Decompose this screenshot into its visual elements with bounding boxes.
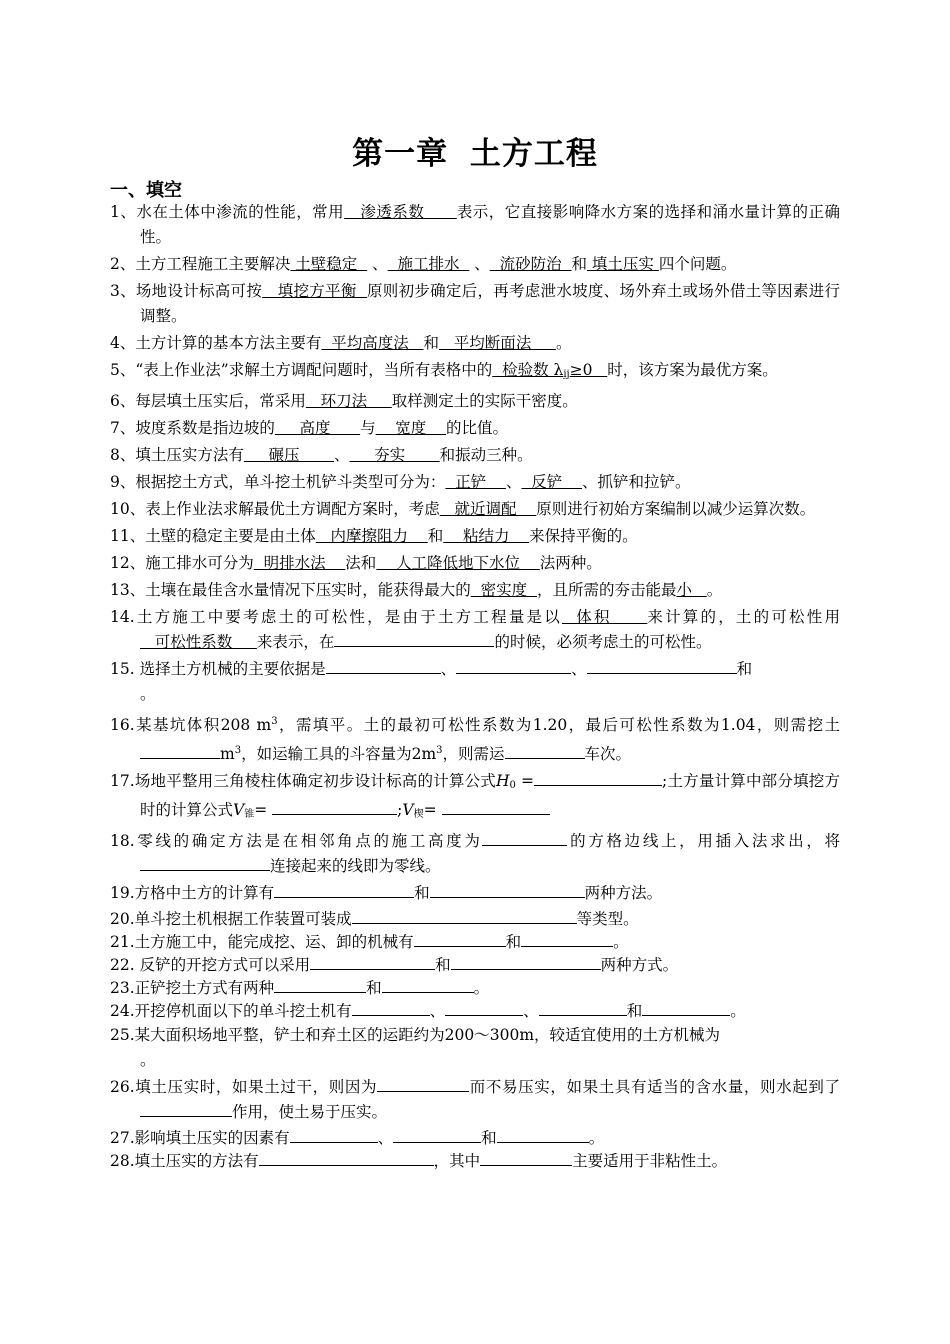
answer-blank[interactable] [352, 908, 577, 924]
answer-blank[interactable] [505, 743, 585, 759]
answer-blank[interactable] [497, 1127, 589, 1143]
answer-blank[interactable] [430, 882, 585, 898]
question-6: 6、每层填土压实后，常采用 环刀法 取样测定土的实际干密度。 [110, 392, 578, 410]
question-22: 22. 反铲的开挖方式可以采用 和 两种方式。 [110, 956, 679, 974]
question-18: 18.零线的确定方法是在相邻角点的施工高度为 的方格边线上，用插入法求出，将连接起来的线即为零线。 [110, 832, 840, 875]
question-7: 7、坡度系数是指边坡的 高度 与 宽度 的比值。 [110, 419, 509, 437]
answer-blank[interactable] [334, 631, 494, 647]
answer-blank[interactable] [259, 1150, 434, 1166]
question-25: 25.某大面积场地平整，铲土和弃土区的运距约为200～300m，较适宜使用的土方机械为 。 [110, 1026, 721, 1069]
answer-blank[interactable] [482, 830, 567, 846]
answer-blank[interactable] [521, 931, 613, 947]
question-5: 5、“表上作业法”求解土方调配问题时，当所有表格中的 检验数 $\lambda_{ij}\ge 0$ 时，该方案为最优方案。 [110, 361, 778, 380]
answer-blank[interactable] [377, 1076, 469, 1092]
question-list [110, 200, 840, 1173]
question-8: 8、填土压实方法有 碾压 、 夯实 和振动三种。 [110, 446, 533, 464]
question-20: 20.单斗挖土机根据工作装置可装成 等类型。 [110, 910, 639, 928]
answer-blank[interactable] [534, 770, 662, 786]
question-16: 16.某基坑体积208 $m^3$，需填平。土的最初可松性系数为1.20，最后可松性系数为1.04，则需挖土$m^3$，如运输工具的斗容量为$2m^3$，则需运 车次。 [110, 716, 840, 763]
answer-blank[interactable] [274, 882, 414, 898]
answer-blank[interactable] [539, 1000, 627, 1016]
question-13: 13、土壤在最佳含水量情况下压实时，能获得最大的 密实度 ，且所需的夯击能最小 。 [110, 581, 723, 599]
answer-blank[interactable] [442, 799, 550, 815]
answer-blank[interactable] [414, 931, 506, 947]
question-24: 24.开挖停机面以下的单斗挖土机有 、 、 和 。 [110, 1002, 746, 1020]
question-28: 28.填土压实的方法有 ，其中 主要适用于非粘性土。 [110, 1152, 728, 1170]
answer-blank[interactable] [140, 743, 220, 759]
answer-blank[interactable] [310, 954, 435, 970]
question-14: 14.土方施工中要考虑土的可松性，是由于土方工程量是以 体积 来计算的，土的可松性用 可松性系数 来表示，在 的时候，必须考虑土的可松性。 [110, 608, 840, 651]
answer-blank[interactable] [642, 1000, 730, 1016]
question-2: 2、土方工程施工主要解决 土壁稳定 、 施工排水 、 流砂防治 和 填土压实 四个问题。 [110, 255, 737, 273]
answer-blank[interactable] [456, 658, 571, 674]
answer-blank[interactable] [272, 799, 397, 815]
chapter-title: 第一章 土方工程 [352, 136, 598, 172]
question-9: 9、根据挖土方式，单斗挖土机铲斗类型可分为： 正铲 、 反铲 、抓铲和拉铲。 [110, 473, 691, 491]
question-1: 1、水在土体中渗流的性能，常用 渗透系数 表示，它直接影响降水方案的选择和涌水量计算的正确性。 [110, 203, 840, 246]
question-3: 3、场地设计标高可按 填挖方平衡 原则初步确定后，再考虑泄水坡度、场外弃土或场外借土等因素进行调整。 [110, 282, 840, 325]
answer-blank[interactable] [140, 855, 270, 871]
answer-blank[interactable] [382, 977, 474, 993]
question-12: 12、施工排水可分为 明排水法 法和 人工降低地下水位 法两种。 [110, 554, 602, 572]
question-17: 17.场地平整用三角棱柱体确定初步设计标高的计算公式$H_0$ = ;土方量计算中部分填挖方时的计算公式$V_锥=$ $;V_楔=$ [110, 772, 840, 820]
question-26: 26.填土压实时，如果土过干，则因为 而不易压实，如果土具有适当的含水量，则水起到了作用，使土易于压实。 [110, 1078, 840, 1121]
question-27: 27.影响填土压实的因素有 、 和 。 [110, 1129, 605, 1147]
question-11: 11、土壁的稳定主要是由土体 内摩擦阻力 和 粘结力 来保持平衡的。 [110, 527, 638, 545]
answer-blank[interactable] [480, 1150, 572, 1166]
answer-blank[interactable] [326, 658, 441, 674]
answer-blank[interactable] [290, 1127, 378, 1143]
answer-blank[interactable] [140, 1101, 232, 1117]
question-15: 15. 选择土方机械的主要依据是 、 、 和 。 [110, 660, 753, 703]
question-19: 19.方格中土方的计算有 和 两种方法。 [110, 884, 663, 902]
question-10: 10、表上作业法求解最优土方调配方案时，考虑 就近调配 原则进行初始方案编制以减少运算次数。 [110, 500, 816, 518]
answer-blank[interactable] [451, 954, 601, 970]
answer-blank[interactable] [393, 1127, 481, 1143]
answer-blank[interactable] [445, 1000, 523, 1016]
answer-blank[interactable] [274, 977, 366, 993]
section-heading: 一、填空 [110, 180, 182, 201]
question-4: 4、土方计算的基本方法主要有 平均高度法 和 平均断面法 。 [110, 334, 572, 352]
answer-blank[interactable] [352, 1000, 430, 1016]
question-23: 23.正铲挖土方式有两种 和 。 [110, 979, 490, 997]
answer-blank[interactable] [587, 658, 737, 674]
question-21: 21.土方施工中，能完成挖、运、卸的机械有 和 。 [110, 933, 629, 951]
